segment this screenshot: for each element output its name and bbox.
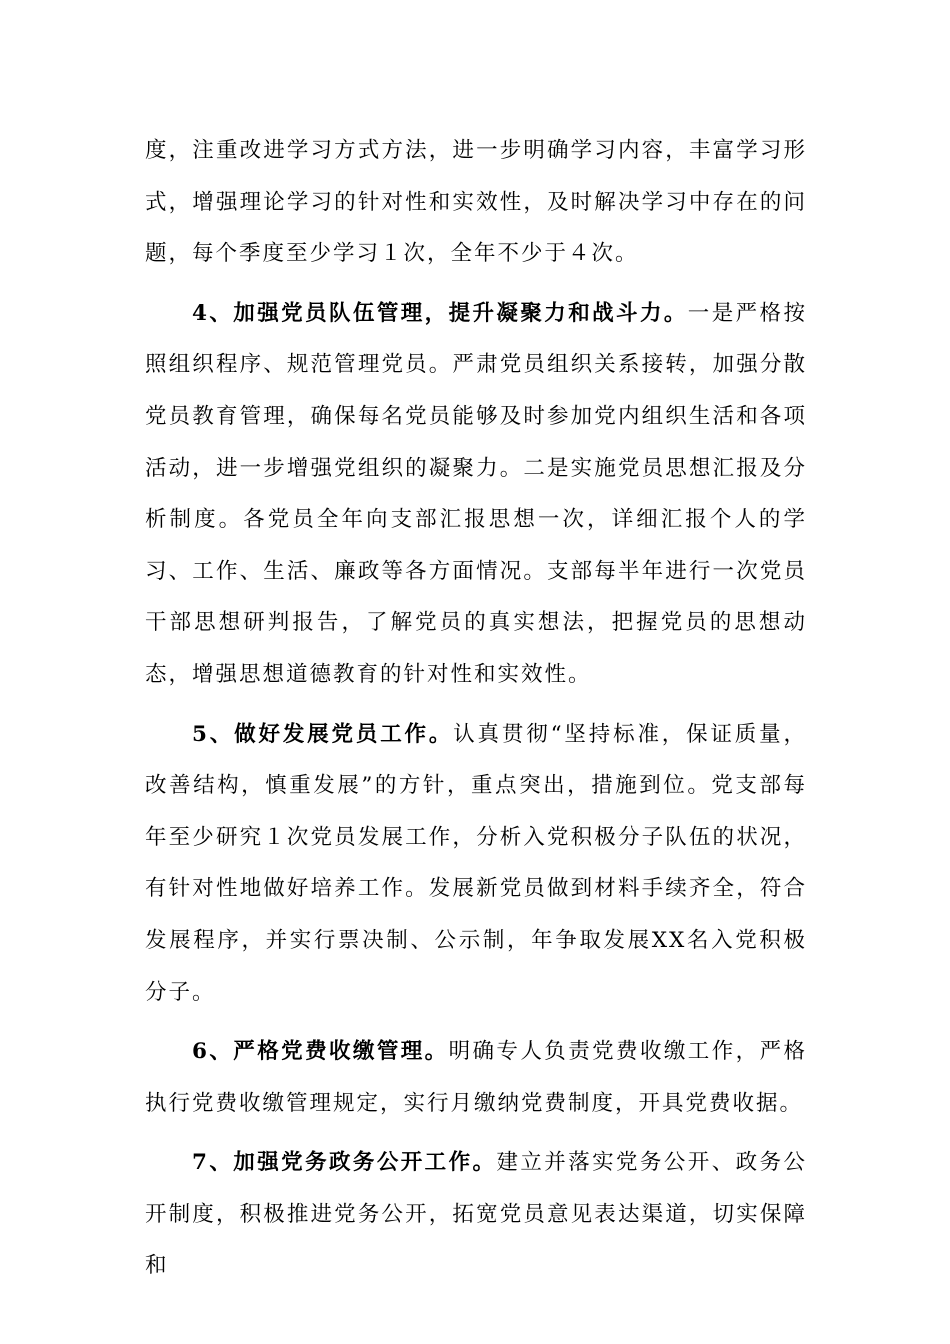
paragraph-heading: 6、严格党费收缴管理。: [192, 1039, 449, 1065]
paragraph-text: 建立并落实党务公开、政务公开制度，积极推进党务公开，拓宽党员意见表达渠道，切实保障和: [145, 1150, 807, 1279]
paragraph-continued: [145, 125, 807, 280]
paragraph-dues-management: [145, 1026, 807, 1129]
paragraph-party-member-management: [145, 288, 807, 701]
paragraph-member-development: [145, 709, 807, 1019]
paragraph-text: 一是严格按照组织程序、规范管理党员。严肃党员组织关系接转，加强分散党员教育管理，确保每名党员能够及时参加党内组织生活和各项活动，进一步增强党组织的凝聚力。二是实施党员思想汇报及分析制度。各党员全年向支部汇报思想一次，详细汇报个人的学习、工作、生活、廉政等各方面情况。支部每半年进行一次党员干部思想研判报告，了解党员的真实想法，把握党员的思想动态，增强思想道德教育的针对性和实效性。: [145, 300, 807, 687]
document-body: [145, 125, 807, 1300]
paragraph-text: 明确专人负责党费收缴工作，严格执行党费收缴管理规定，实行月缴纳党费制度，开具党费收据。: [145, 1039, 807, 1116]
paragraph-text: 度，注重改进学习方式方法，进一步明确学习内容，丰富学习形式，增强理论学习的针对性和实效性，及时解决学习中存在的问题，每个季度至少学习１次，全年不少于４次。: [145, 138, 807, 267]
paragraph-heading: 4、加强党员队伍管理，提升凝聚力和战斗力。: [192, 300, 688, 326]
paragraph-affairs-disclosure: [145, 1137, 807, 1292]
paragraph-text: 认真贯彻“坚持标准，保证质量，改善结构，慎重发展”的方针，重点突出，措施到位。党支部每年至少研究１次党员发展工作，分析入党积极分子队伍的状况，有针对性地做好培养工作。发展新党员做到材料手续齐全，符合发展程序，并实行票决制、公示制，年争取发展XX名入党积极分子。: [145, 721, 807, 1005]
paragraph-heading: 5、做好发展党员工作。: [192, 721, 454, 747]
paragraph-heading: 7、加强党务政务公开工作。: [192, 1150, 497, 1176]
